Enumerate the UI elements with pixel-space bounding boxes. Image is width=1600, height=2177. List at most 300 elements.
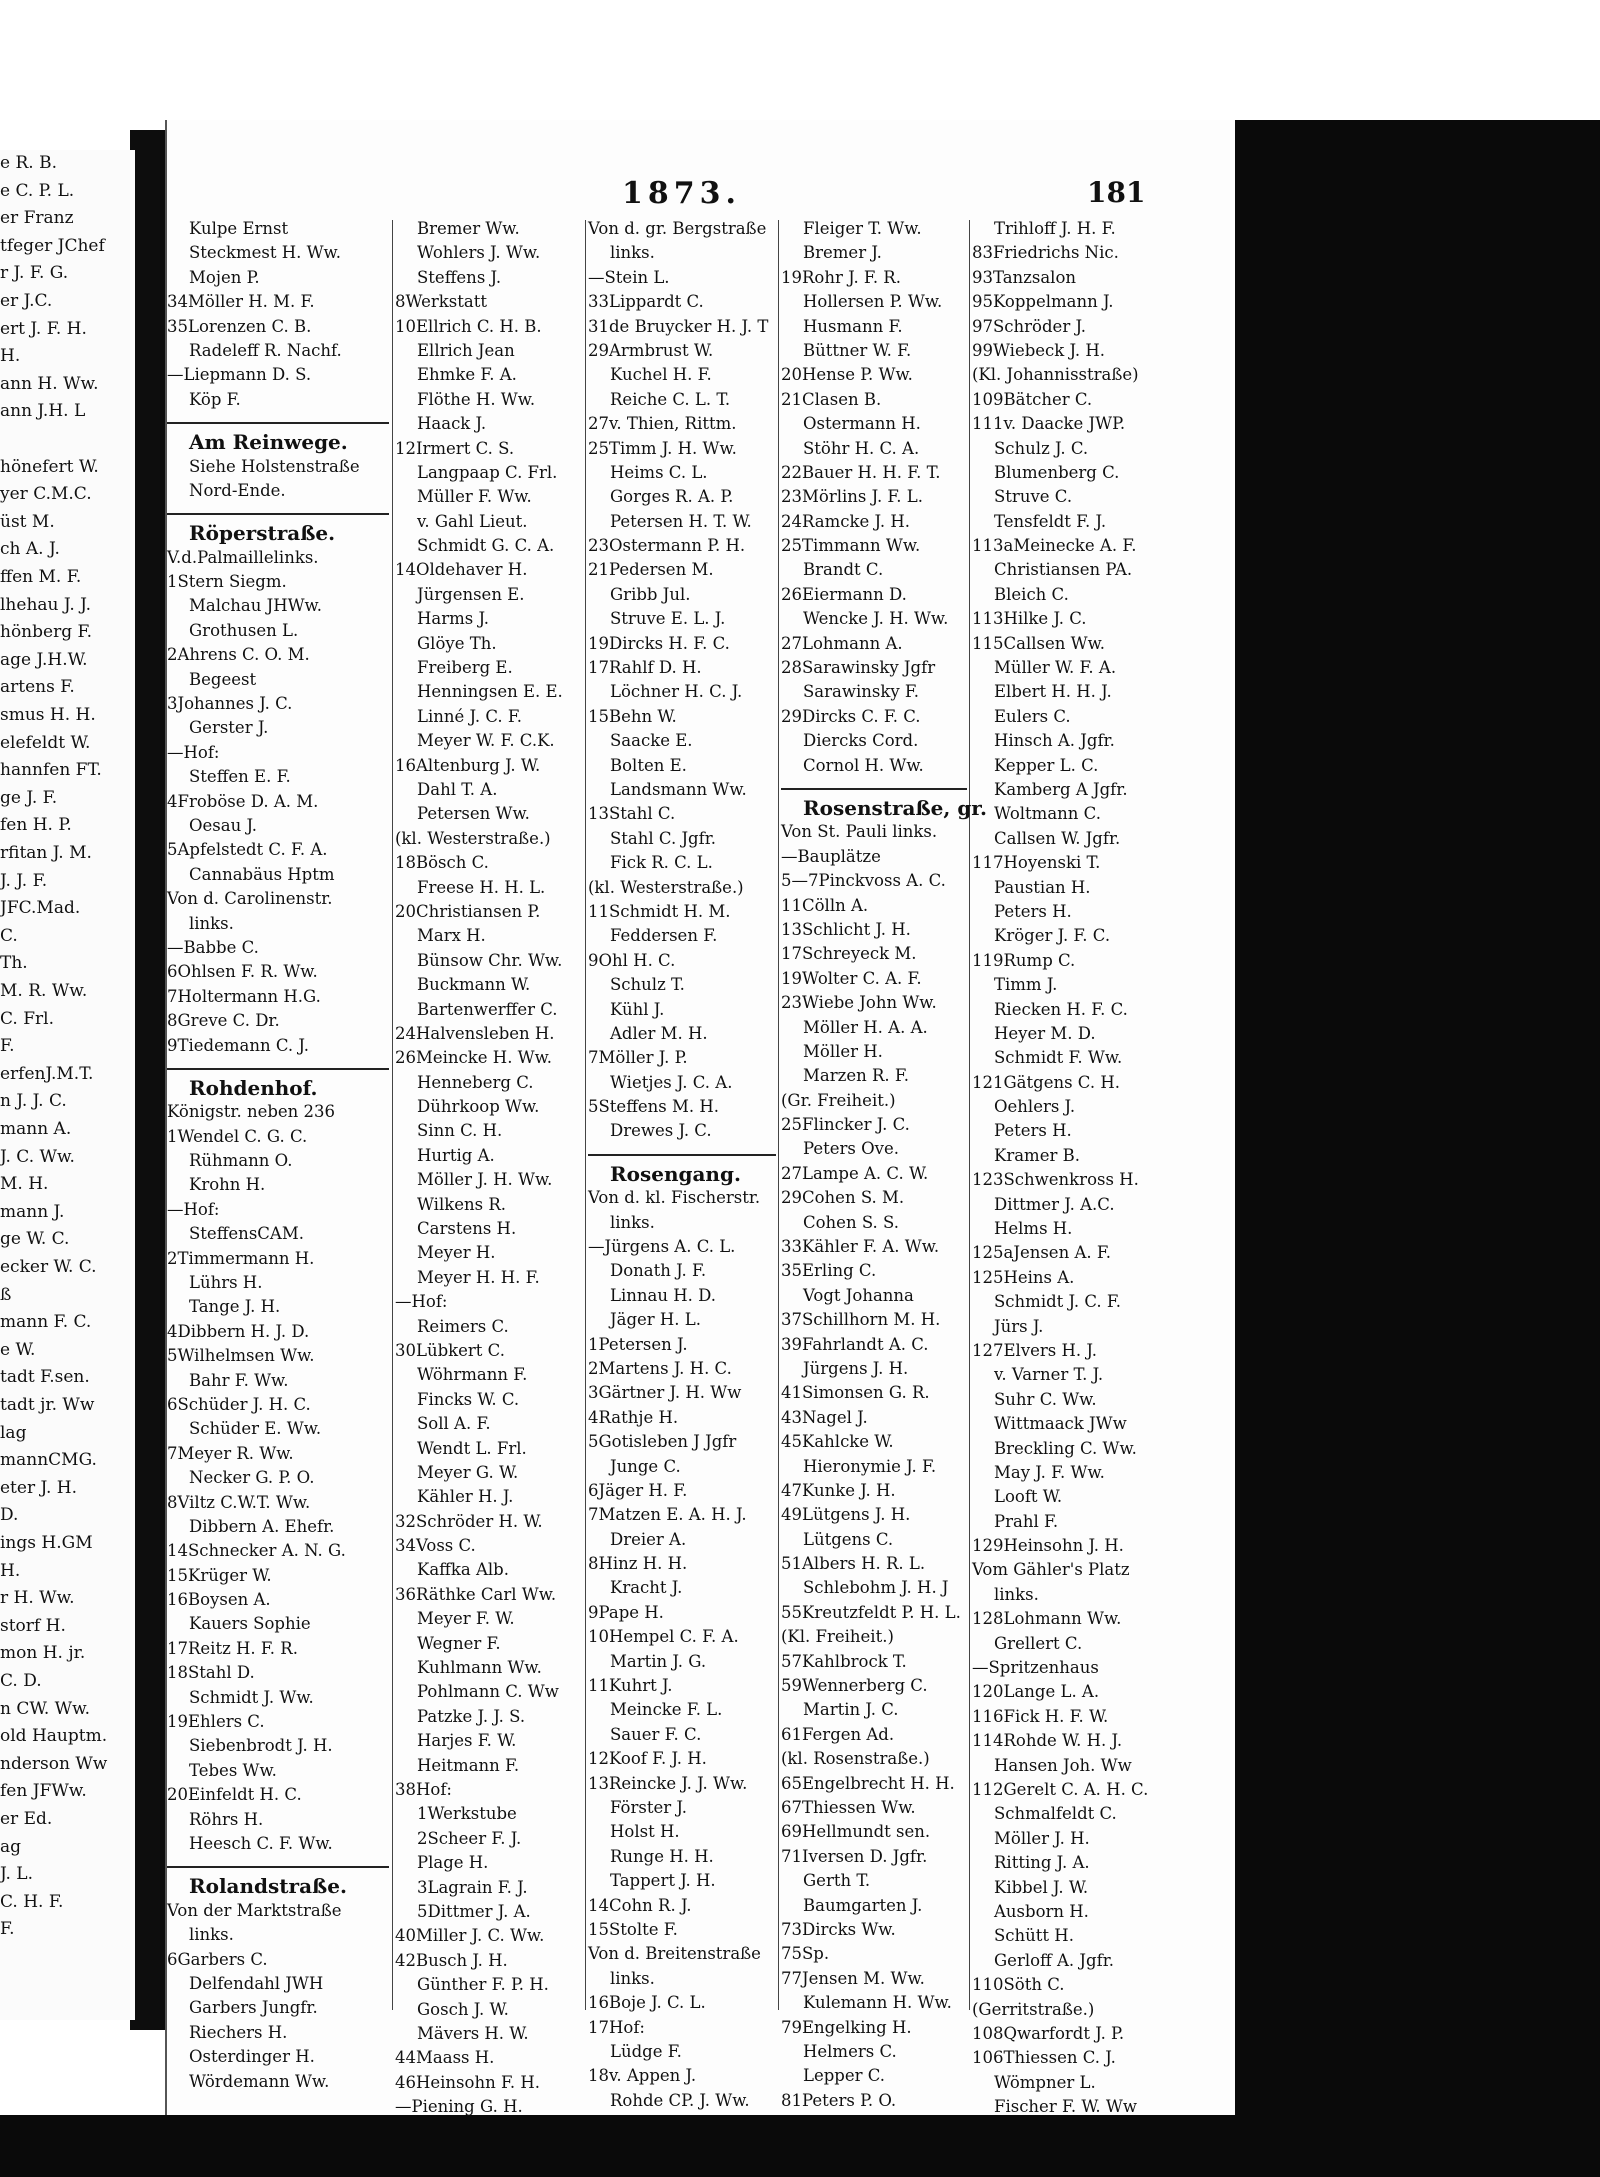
directory-entry: 19Ehlers C. (167, 1712, 265, 1732)
directory-entry: 32Schröder H. W. (395, 1511, 543, 1531)
directory-entry: 13Stahl C. (588, 804, 676, 824)
directory-entry: Jürgens J. H. (803, 1358, 909, 1378)
directory-entry: 9Ohl H. C. (588, 950, 676, 970)
directory-entry: Hollersen P. Ww. (803, 292, 943, 312)
directory-entry: Meyer H. (417, 1243, 496, 1263)
directory-entry: Gribb Jul. (610, 584, 691, 604)
directory-entry: Breckling C. Ww. (994, 1438, 1137, 1458)
directory-entry: links. (610, 1212, 655, 1232)
directory-entry: Petersen Ww. (417, 804, 530, 824)
directory-entry: Von d. gr. Bergstraße (588, 219, 767, 238)
left-page-fragment-line: M. R. Ww. (0, 981, 88, 1001)
directory-entry: 10Ellrich C. H. B. (395, 316, 542, 336)
left-page-fragment-line: e C. P. L. (0, 180, 75, 201)
directory-entry: Carstens H. (417, 1219, 517, 1239)
directory-entry: Schlebohm J. H. J (803, 1578, 949, 1598)
directory-entry: v. Gahl Lieut. (417, 511, 528, 531)
directory-entry: Dreier A. (610, 1529, 687, 1549)
left-page-fragment-line: nderson Ww (0, 1753, 108, 1774)
directory-entry: 83Friedrichs Nic. (972, 243, 1119, 263)
directory-entry: 125aJensen A. F. (972, 1243, 1111, 1263)
directory-entry: 17Hof: (588, 2017, 645, 2037)
directory-entry: 29Cohen S. M. (781, 1188, 905, 1208)
directory-entry: (kl. Rosenstraße.) (781, 1749, 930, 1769)
directory-entry: 33Lippardt C. (588, 292, 704, 312)
directory-entry: Rohde CP. J. Ww. (610, 2090, 750, 2110)
directory-entry: Ostermann H. (803, 414, 921, 434)
directory-entry: Jürs J. (994, 1316, 1044, 1336)
directory-entry: 110Söth C. (972, 1975, 1065, 1995)
left-page-fragment-line: ecker W. C. (0, 1257, 97, 1277)
directory-entry: 9Pape H. (588, 1602, 664, 1622)
book-spine (130, 130, 170, 2030)
directory-entry: Mojen P. (189, 267, 260, 287)
directory-entry: Peters H. (994, 1121, 1072, 1141)
directory-entry: —Bauplätze (781, 846, 881, 866)
left-page-fragment-line: JFC.Mad. (0, 898, 81, 919)
directory-entry: Wietjes J. C. A. (610, 1072, 733, 1092)
directory-entry: Bremer Ww. (417, 219, 520, 238)
directory-entry: 5Wilhelmsen Ww. (167, 1346, 315, 1366)
directory-entry: 116Fick H. F. W. (972, 1706, 1109, 1726)
directory-entry: (Kl. Johannisstraße) (972, 365, 1139, 385)
directory-entry: 31de Bruycker H. J. T (588, 316, 769, 336)
directory-entry: Langpaap C. Frl. (417, 462, 558, 482)
directory-entry: 35Erling C. (781, 1261, 877, 1281)
directory-entry: 20Christiansen P. (395, 901, 541, 921)
directory-entry: Grellert C. (994, 1633, 1083, 1653)
directory-entry: 16Boysen A. (167, 1590, 271, 1610)
directory-entry: Blumenberg C. (994, 462, 1120, 482)
directory-entry: 34Voss C. (395, 1536, 476, 1556)
left-page-fragment-line: hönefert W. (0, 456, 99, 477)
directory-entry: Donath J. F. (610, 1261, 707, 1281)
directory-entry: 67Thiessen Ww. (781, 1798, 916, 1817)
directory-entry: Linné J. C. F. (417, 706, 522, 726)
left-page-fragment-line: ann J.H. L (0, 401, 86, 422)
directory-entry: 25Flincker J. C. (781, 1115, 910, 1135)
directory-entry: Vom Gähler's Platz (972, 1560, 1130, 1580)
directory-entry: Sarawinsky F. (803, 682, 920, 702)
column-divider (778, 220, 779, 2010)
directory-entry: Paustian H. (994, 877, 1091, 897)
directory-entry: Harjes F. W. (417, 1731, 517, 1751)
directory-entry: 57Kahlbrock T. (781, 1651, 907, 1671)
directory-entry: Bremer J. (803, 243, 882, 263)
left-page-fragment-line: J. L. (0, 1864, 33, 1885)
directory-entry: 6Ohlsen F. R. Ww. (167, 962, 318, 982)
left-page-fragment-line: smus H. H. (0, 705, 96, 725)
directory-entry: Kuhlmann Ww. (417, 1658, 542, 1678)
directory-entry: Möller J. H. Ww. (417, 1170, 553, 1190)
directory-entry: Husmann F. (803, 316, 903, 336)
left-page-fragment-line: hönberg F. (0, 622, 93, 643)
directory-entry: 2Ahrens C. O. M. (167, 645, 310, 665)
directory-entry: 8Greve C. Dr. (167, 1011, 280, 1031)
directory-entry: —Spritzenhaus (972, 1658, 1099, 1678)
directory-entry: Kepper L. C. (994, 755, 1099, 775)
directory-entry: 5Gotisleben J Jgfr (588, 1432, 737, 1452)
directory-entry: Necker G. P. O. (189, 1468, 315, 1488)
directory-entry: Gorges R. A. P. (610, 487, 734, 507)
directory-entry: 2Martens J. H. C. (588, 1358, 732, 1378)
directory-entry: 4Dibbern H. J. D. (167, 1321, 310, 1341)
directory-entry: Drewes J. C. (610, 1121, 712, 1141)
left-page-fragment-line: er Franz (0, 208, 74, 229)
directory-entry: 34Möller H. M. F. (167, 292, 315, 312)
left-page-fragment-line: F. (0, 1919, 15, 1940)
directory-entry: Cannabäus Hptm (189, 864, 335, 884)
directory-entry: 37Schillhorn M. H. (781, 1310, 941, 1330)
directory-entry: Dibbern A. Ehefr. (189, 1516, 335, 1536)
directory-entry: 5—7Pinckvoss A. C. (781, 871, 946, 891)
directory-entry: 14Oldehaver H. (395, 560, 528, 580)
directory-entry: Ritting J. A. (994, 1853, 1090, 1873)
directory-entry: (kl. Westerstraße.) (395, 828, 551, 848)
directory-entry: 2Timmermann H. (167, 1248, 315, 1268)
directory-entry: Bahr F. Ww. (189, 1370, 289, 1390)
directory-entry: 19Rohr J. F. R. (781, 267, 901, 287)
directory-entry: Harms J. (417, 609, 490, 629)
left-page-fragment-line: elefeldt W. (0, 732, 91, 753)
left-page-fragment-line: mann A. (0, 1119, 72, 1139)
directory-entry: 1Stern Siegm. (167, 572, 287, 592)
directory-entry: Nord-Ende. (189, 480, 286, 500)
directory-entry: Von d. Carolinenstr. (167, 889, 333, 909)
directory-entry: 7Möller J. P. (588, 1048, 688, 1068)
directory-entry: Delfendahl JWH (189, 1973, 324, 1993)
left-page-fragment-line: eter J. H. (0, 1477, 78, 1498)
left-page-fragment-line: ings H.GM (0, 1533, 93, 1553)
left-page-fragment-line: hannfen FT. (0, 760, 102, 781)
directory-entry: Adler M. H. (610, 1023, 708, 1043)
directory-entry: 106Thiessen C. J. (972, 2048, 1116, 2068)
directory-entry: 9Tiedemann C. J. (167, 1035, 309, 1055)
directory-entry: links. (189, 1925, 234, 1945)
directory-entry: Stahl C. Jgfr. (610, 828, 717, 848)
directory-entry: Suhr C. Ww. (994, 1389, 1097, 1409)
directory-entry: Heitmann F. (417, 1755, 520, 1775)
directory-entry: 18Stahl D. (167, 1663, 255, 1683)
directory-entry: Martin J. C. (803, 1700, 899, 1720)
directory-entry: Von der Marktstraße (167, 1900, 342, 1920)
left-page-fragment-line: ß (0, 1284, 12, 1305)
directory-entry: 8Viltz C.W.T. Ww. (167, 1492, 311, 1512)
directory-entry: Ausborn H. (994, 1901, 1089, 1921)
directory-entry: 20Einfeldt H. C. (167, 1785, 302, 1805)
section-rule (167, 412, 389, 424)
directory-entry: 27Lampe A. C. W. (781, 1163, 929, 1183)
directory-entry: 17Reitz H. F. R. (167, 1638, 298, 1658)
directory-entry: Tange J. H. (189, 1297, 281, 1317)
directory-entry: Meyer G. W. (417, 1462, 519, 1482)
left-page-fragment-line: n J. J. C. (0, 1091, 67, 1112)
directory-entry: Buckmann W. (417, 975, 531, 995)
directory-entry: 81Peters P. O. (781, 2090, 897, 2110)
directory-entry: Lütgens C. (803, 1529, 894, 1549)
directory-entry: Bünsow Chr. Ww. (417, 950, 563, 970)
directory-entry: Lepper C. (803, 2066, 886, 2086)
directory-entry: Wördemann Ww. (189, 2071, 330, 2091)
directory-entry: Haack J. (417, 414, 487, 434)
left-page-fragment-line: Th. (0, 953, 28, 974)
directory-entry: Sinn C. H. (417, 1121, 503, 1141)
directory-entry: Königstr. neben 236 (167, 1102, 336, 1122)
directory-entry: Holst H. (610, 1822, 680, 1842)
scan-background-right (1232, 120, 1600, 2115)
directory-entry: Bleich C. (994, 584, 1069, 604)
directory-entry: 75Sp. (781, 1944, 830, 1964)
directory-entry: 13Reincke J. J. Ww. (588, 1773, 748, 1793)
directory-entry: Henningsen E. E. (417, 682, 563, 702)
left-page-fragment-line: D. (0, 1505, 19, 1526)
left-page-fragment-line: üst M. (0, 511, 55, 532)
directory-page (165, 120, 1235, 2115)
column-divider (585, 220, 586, 2010)
directory-entry: —Jürgens A. C. L. (588, 1237, 736, 1257)
left-page-fragment-line: e W. (0, 1339, 36, 1360)
directory-entry: —Stein L. (588, 267, 670, 287)
directory-entry: Wendt L. Frl. (417, 1438, 527, 1458)
directory-entry: 117Hoyenski T. (972, 853, 1101, 873)
scan-background-bottom (0, 2115, 1600, 2177)
section-rule (781, 778, 967, 790)
directory-entry: Heesch C. F. Ww. (189, 1834, 333, 1853)
directory-entry: Krohn H. (189, 1175, 266, 1195)
directory-entry: Marx H. (417, 926, 486, 946)
directory-entry: 16Boje J. C. L. (588, 1993, 706, 2013)
directory-entry: 24Ramcke J. H. (781, 511, 910, 531)
directory-entry: Reimers C. (417, 1316, 509, 1336)
directory-entry: Freese H. H. L. (417, 877, 546, 897)
directory-entry: 43Nagel J. (781, 1407, 868, 1427)
directory-entry: 18Bösch C. (395, 853, 489, 873)
left-page-fragment-line: J. J. F. (0, 870, 48, 891)
directory-entry: Struve E. L. J. (610, 609, 726, 629)
directory-entry: Kibbel J. W. (994, 1877, 1089, 1897)
directory-entry: Baumgarten J. (803, 1895, 923, 1915)
left-page-fragment-line: tadt F.sen. (0, 1367, 90, 1388)
directory-entry: 10Hempel C. F. A. (588, 1627, 739, 1647)
directory-entry: Sauer F. C. (610, 1724, 702, 1744)
left-page-fragment-line: ert J. F. H. (0, 318, 87, 339)
directory-entry: Eulers C. (994, 706, 1071, 726)
directory-entry: Möller H. A. A. (803, 1017, 928, 1037)
directory-entry: Gerth T. (803, 1871, 871, 1891)
directory-entry: 7Meyer R. Ww. (167, 1443, 294, 1463)
directory-entry: Kracht J. (610, 1578, 683, 1598)
directory-entry: May J. F. Ww. (994, 1462, 1105, 1482)
directory-entry: Dahl T. A. (417, 779, 498, 799)
directory-entry: Garbers Jungfr. (189, 1998, 318, 2018)
directory-entry: (Kl. Freiheit.) (781, 1627, 894, 1647)
directory-entry: Kaffka Alb. (417, 1560, 509, 1580)
left-page-fragment-line: ge W. C. (0, 1229, 70, 1250)
directory-entry: Kamberg A Jgfr. (994, 779, 1128, 799)
directory-entry: 42Busch J. H. (395, 1950, 508, 1970)
column-4 (781, 217, 987, 2113)
left-page-fragment-line: n CW. Ww. (0, 1698, 91, 1719)
column-5 (972, 217, 1172, 2119)
directory-entry: 15Stolte F. (588, 1919, 678, 1939)
left-page-fragment-line: F. (0, 1036, 15, 1057)
directory-entry: Glöye Th. (417, 633, 497, 653)
left-page-fragment-line: r H. Ww. (0, 1588, 75, 1609)
section-rule (588, 1144, 776, 1156)
directory-entry: Fincks W. C. (417, 1389, 520, 1409)
directory-entry: (Gr. Freiheit.) (781, 1090, 896, 1110)
directory-entry: 114Rohde W. H. J. (972, 1731, 1123, 1751)
directory-entry: links. (610, 1968, 655, 1988)
directory-entry: Von St. Pauli links. (781, 822, 938, 842)
left-page-fragment-line: lag (0, 1422, 27, 1443)
column-2 (395, 217, 583, 2119)
directory-entry: 28Sarawinsky Jgfr (781, 658, 936, 678)
directory-entry: 30Lübkert C. (395, 1340, 505, 1360)
directory-entry: Bartenwerffer C. (417, 999, 558, 1019)
directory-entry: 1Petersen J. (588, 1334, 688, 1354)
directory-entry: 73Dircks Ww. (781, 1919, 896, 1939)
directory-entry: Kröger J. F. C. (994, 926, 1111, 946)
directory-entry: 13Schlicht J. H. (781, 919, 911, 939)
directory-entry: Schmalfeldt C. (994, 1804, 1117, 1824)
directory-entry: Cohen S. S. (803, 1212, 899, 1232)
directory-entry: 6Garbers C. (167, 1949, 268, 1969)
left-page-fragment-line: old Hauptm. (0, 1726, 108, 1747)
directory-entry: 11Kuhrt J. (588, 1676, 673, 1696)
directory-entry: —Hof: (395, 1292, 448, 1312)
directory-entry: 45Kahlcke W. (781, 1432, 894, 1452)
directory-entry: 26Meincke H. Ww. (395, 1048, 553, 1068)
directory-entry: 79Engelking H. (781, 2017, 912, 2037)
left-page-fragment-line: H. (0, 346, 21, 367)
directory-entry: 99Wiebeck J. H. (972, 340, 1105, 360)
left-page-fragment-line: tfeger JChef (0, 235, 105, 256)
directory-entry: 46Heinsohn F. H. (395, 2072, 540, 2092)
directory-entry: 6Jäger H. F. (588, 1480, 688, 1500)
directory-entry: Meyer F. W. (417, 1609, 515, 1629)
left-page-fragment-line: ag (0, 1836, 22, 1857)
directory-entry: Landsmann Ww. (610, 779, 747, 799)
directory-entry: —Hof: (167, 1199, 220, 1219)
directory-entry: 40Miller J. C. Ww. (395, 1926, 545, 1946)
column-1 (167, 217, 389, 2094)
directory-entry: Von d. Breitenstraße (588, 1944, 761, 1964)
directory-entry: —Hof: (167, 742, 220, 762)
directory-entry: 4Froböse D. A. M. (167, 791, 319, 811)
directory-entry: Kulpe Ernst (189, 219, 289, 238)
directory-entry: 51Albers H. R. L. (781, 1554, 926, 1574)
directory-entry: 14Schnecker A. N. G. (167, 1541, 346, 1561)
directory-entry: 97Schröder J. (972, 316, 1087, 336)
left-page-fragment-line: mann F. C. (0, 1312, 92, 1333)
left-page-fragment-line: fen JFWw. (0, 1781, 87, 1802)
directory-entry: Peters H. (994, 901, 1072, 921)
left-page-fragment-line: mon H. jr. (0, 1643, 86, 1664)
directory-entry: Osterdinger H. (189, 2047, 315, 2067)
directory-entry: Wegner F. (417, 1633, 501, 1653)
directory-entry: 47Kunke J. H. (781, 1480, 896, 1500)
directory-entry: Cornol H. Ww. (803, 755, 924, 775)
directory-entry: Begeest (189, 669, 257, 689)
directory-entry: 11Schmidt H. M. (588, 901, 731, 921)
directory-entry: Gerloff A. Jgfr. (994, 1950, 1115, 1970)
directory-entry: Riechers H. (189, 2022, 288, 2042)
directory-entry: 33Kähler F. A. Ww. (781, 1237, 940, 1257)
directory-entry: Dittmer J. A.C. (994, 1194, 1115, 1214)
directory-entry: Dührkoop Ww. (417, 1097, 540, 1117)
directory-entry: Grothusen L. (189, 620, 299, 640)
directory-entry: 123Schwenkross H. (972, 1170, 1139, 1190)
directory-entry: 19Wolter C. A. F. (781, 968, 922, 988)
directory-entry: Martin J. G. (610, 1651, 707, 1671)
directory-entry: 35Lorenzen C. B. (167, 316, 312, 336)
directory-entry: 95Koppelmann J. (972, 292, 1114, 312)
left-page-fragment-line: er Ed. (0, 1809, 53, 1829)
directory-entry: Steffens J. (417, 267, 502, 287)
directory-entry: 113Hilke J. C. (972, 609, 1087, 629)
page-number: 181 (1087, 176, 1146, 209)
directory-entry: Steckmest H. Ww. (189, 243, 341, 263)
directory-entry: 21Clasen B. (781, 389, 882, 409)
directory-entry: Müller F. Ww. (417, 487, 532, 507)
directory-entry: 25Timm J. H. Ww. (588, 438, 737, 458)
directory-entry: 16Altenburg J. W. (395, 755, 541, 775)
directory-entry: Hansen Joh. Ww (994, 1755, 1132, 1775)
directory-entry: 129Heinsohn J. H. (972, 1536, 1124, 1556)
directory-entry: 1Wendel C. G. C. (167, 1126, 308, 1146)
directory-entry: Oehlers J. (994, 1097, 1076, 1117)
directory-entry: Helms H. (994, 1219, 1073, 1239)
left-page-fragment-line: er J.C. (0, 291, 53, 311)
directory-entry: Tappert J. H. (610, 1871, 716, 1891)
directory-entry: 3Johannes J. C. (167, 694, 293, 714)
left-page-fragment (0, 150, 135, 2020)
directory-entry: Schüder E. Ww. (189, 1419, 322, 1439)
section-rule (167, 1856, 389, 1868)
directory-entry: 15Krüger W. (167, 1565, 272, 1585)
directory-entry: Hinsch A. Jgfr. (994, 731, 1115, 751)
directory-entry: Köp F. (189, 389, 241, 409)
section-rule (167, 1058, 389, 1070)
directory-entry: Reiche C. L. T. (610, 389, 731, 409)
directory-entry: Schmidt F. Ww. (994, 1048, 1123, 1068)
left-page-fragment-line: r J. F. G. (0, 263, 69, 284)
left-page-fragment-line: mann J. (0, 1201, 65, 1222)
directory-entry: Linnau H. D. (610, 1285, 716, 1305)
directory-entry: Saacke E. (610, 731, 693, 751)
directory-entry: Meyer W. F. C.K. (417, 731, 555, 751)
column-divider (969, 220, 970, 2010)
directory-entry: 14Cohn R. J. (588, 1895, 692, 1915)
directory-entry: 12Irmert C. S. (395, 438, 515, 458)
column-divider (392, 220, 393, 2010)
directory-entry: Steffen E. F. (189, 767, 291, 787)
directory-entry: 65Engelbrecht H. H. (781, 1773, 955, 1793)
directory-entry: (Gerritstraße.) (972, 1999, 1095, 2019)
directory-entry: Gerster J. (189, 718, 269, 738)
directory-entry: 3Lagrain F. J. (417, 1877, 528, 1897)
directory-entry: links. (189, 913, 234, 933)
directory-entry: Schulz J. C. (994, 438, 1089, 458)
directory-entry: 119Rump C. (972, 950, 1076, 970)
left-page-fragment-line: rfitan J. M. (0, 843, 92, 863)
directory-entry: 41Simonsen G. R. (781, 1383, 930, 1403)
directory-entry: Freiberg E. (417, 658, 513, 678)
directory-entry: Bolten E. (610, 755, 687, 775)
directory-entry: Tebes Ww. (189, 1760, 277, 1780)
directory-entry: Henneberg C. (417, 1072, 534, 1092)
